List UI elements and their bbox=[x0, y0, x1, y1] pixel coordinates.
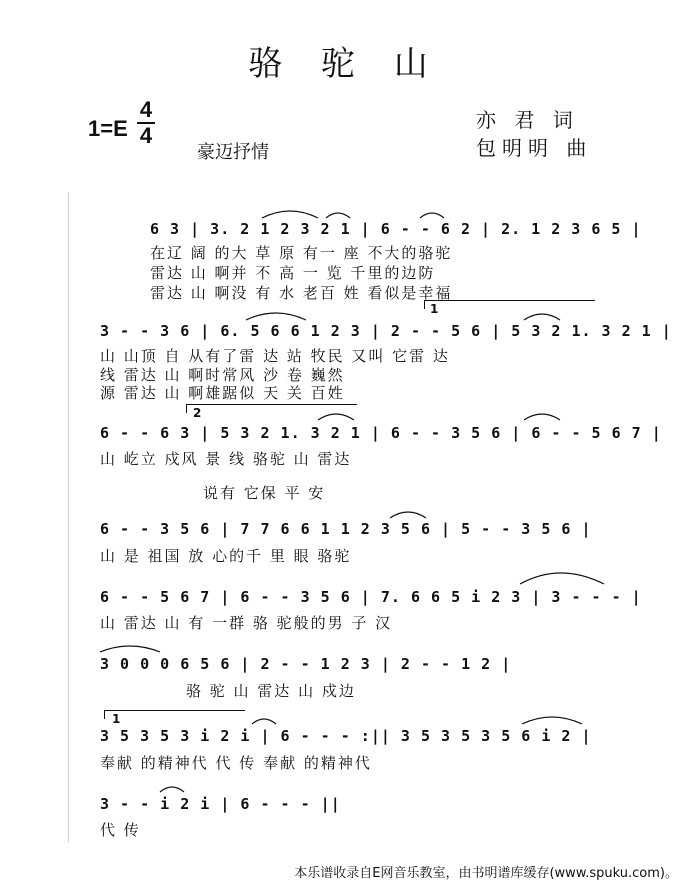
system-4-lyric-1: 山 是 祖国 放 心的千 里 眼 骆驼 bbox=[100, 547, 352, 565]
system-2-lyric-1: 山 山顶 自 从有了雷 达 站 牧民 又叫 它雷 达 bbox=[100, 347, 450, 365]
slur-8 bbox=[390, 512, 426, 518]
slur-9 bbox=[520, 573, 604, 584]
system-3-lyric-1: 山 屹立 戍风 景 线 骆驼 山 雷达 bbox=[100, 450, 352, 468]
system-2-lyric-3: 源 雷达 山 啊雄踞似 天 关 百姓 bbox=[100, 384, 345, 402]
slur-2 bbox=[326, 213, 350, 218]
slur-3 bbox=[420, 213, 444, 218]
slur-10 bbox=[100, 646, 160, 652]
system-1-lyric-2: 雷达 山 啊并 不 高 一 览 千里的边防 bbox=[150, 264, 436, 282]
slur-7 bbox=[524, 414, 560, 420]
system-2-lyric-2: 线 雷达 山 啊时常风 沙 卷 巍然 bbox=[100, 366, 345, 384]
system-2-notes: 3 - - 3 6 | 6. 5 6 6 1 2 3 | 2 - - 5 6 | 5 3 2 1. 3 2 1 | bbox=[100, 322, 672, 340]
system-1-lyric-1: 在辽 阔 的大 草 原 有一 座 不大的骆驼 bbox=[150, 244, 453, 262]
system-6-lyric-1: 骆 驼 山 雷达 山 戍边 bbox=[186, 682, 356, 700]
volta-1-number: 1 bbox=[430, 302, 439, 316]
source-footer: 本乐谱收录自E网音乐教室，由书明谱库缓存(www.spuku.com)。 bbox=[294, 866, 678, 881]
system-3-notes: 6 - - 6 3 | 5 3 2 1. 3 2 1 | 6 - - 3 5 6 | 6 - - 5 6 7 | bbox=[100, 424, 662, 442]
slur-12 bbox=[522, 717, 582, 724]
system-5-notes: 6 - - 5 6 7 | 6 - - 3 5 6 | 7. 6 6 5 i 2 3 | 3 - - - | bbox=[100, 588, 642, 606]
slur-6 bbox=[318, 414, 354, 420]
system-8-notes: 3 - - i 2 i | 6 - - - || bbox=[100, 795, 341, 813]
slur-11 bbox=[252, 719, 276, 724]
system-7-notes: 3 5 3 5 3 i 2 i | 6 - - - :|| 3 5 3 5 3 5 6 i 2 | bbox=[100, 727, 592, 745]
time-signature-bottom: 4 bbox=[139, 123, 153, 148]
system-3-lyric-3: 说有 它保 平 安 bbox=[203, 484, 326, 502]
composer-credit: 包明明 曲 bbox=[476, 136, 593, 160]
system-6-notes: 3 0 0 0 6 5 6 | 2 - - 1 2 3 | 2 - - 1 2 | bbox=[100, 655, 512, 673]
slur-1 bbox=[262, 211, 318, 218]
system-8-lyric-1: 代 传 bbox=[100, 821, 141, 839]
system-7-lyric-1: 奉献 的精神代 代 传 奉献 的精神代 bbox=[100, 754, 372, 772]
system-4-notes: 6 - - 3 5 6 | 7 7 6 6 1 1 2 3 5 6 | 5 - - 3 5 6 | bbox=[100, 520, 592, 538]
song-title: 骆 驼 山 bbox=[248, 44, 442, 84]
key-signature: 1=E bbox=[88, 116, 128, 141]
volta-1b-number: 1 bbox=[112, 712, 121, 726]
lyricist-credit: 亦 君 词 bbox=[476, 108, 579, 132]
tempo-mood: 豪迈抒情 bbox=[197, 142, 269, 163]
time-signature-top: 4 bbox=[139, 97, 153, 122]
slur-4 bbox=[246, 313, 306, 320]
system-1-lyric-3: 雷达 山 啊没 有 水 老百 姓 看似是幸福 bbox=[150, 284, 453, 302]
system-1-notes: 6 3 | 3. 2 1 2 3 2 1 | 6 - - 6 2 | 2. 1 2 3 6 5 | bbox=[150, 220, 642, 238]
slur-5 bbox=[524, 314, 560, 320]
system-5-lyric-1: 山 雷达 山 有 一群 骆 驼般的男 子 汉 bbox=[100, 614, 393, 632]
slur-13 bbox=[160, 787, 184, 792]
volta-2-number: 2 bbox=[193, 406, 202, 420]
